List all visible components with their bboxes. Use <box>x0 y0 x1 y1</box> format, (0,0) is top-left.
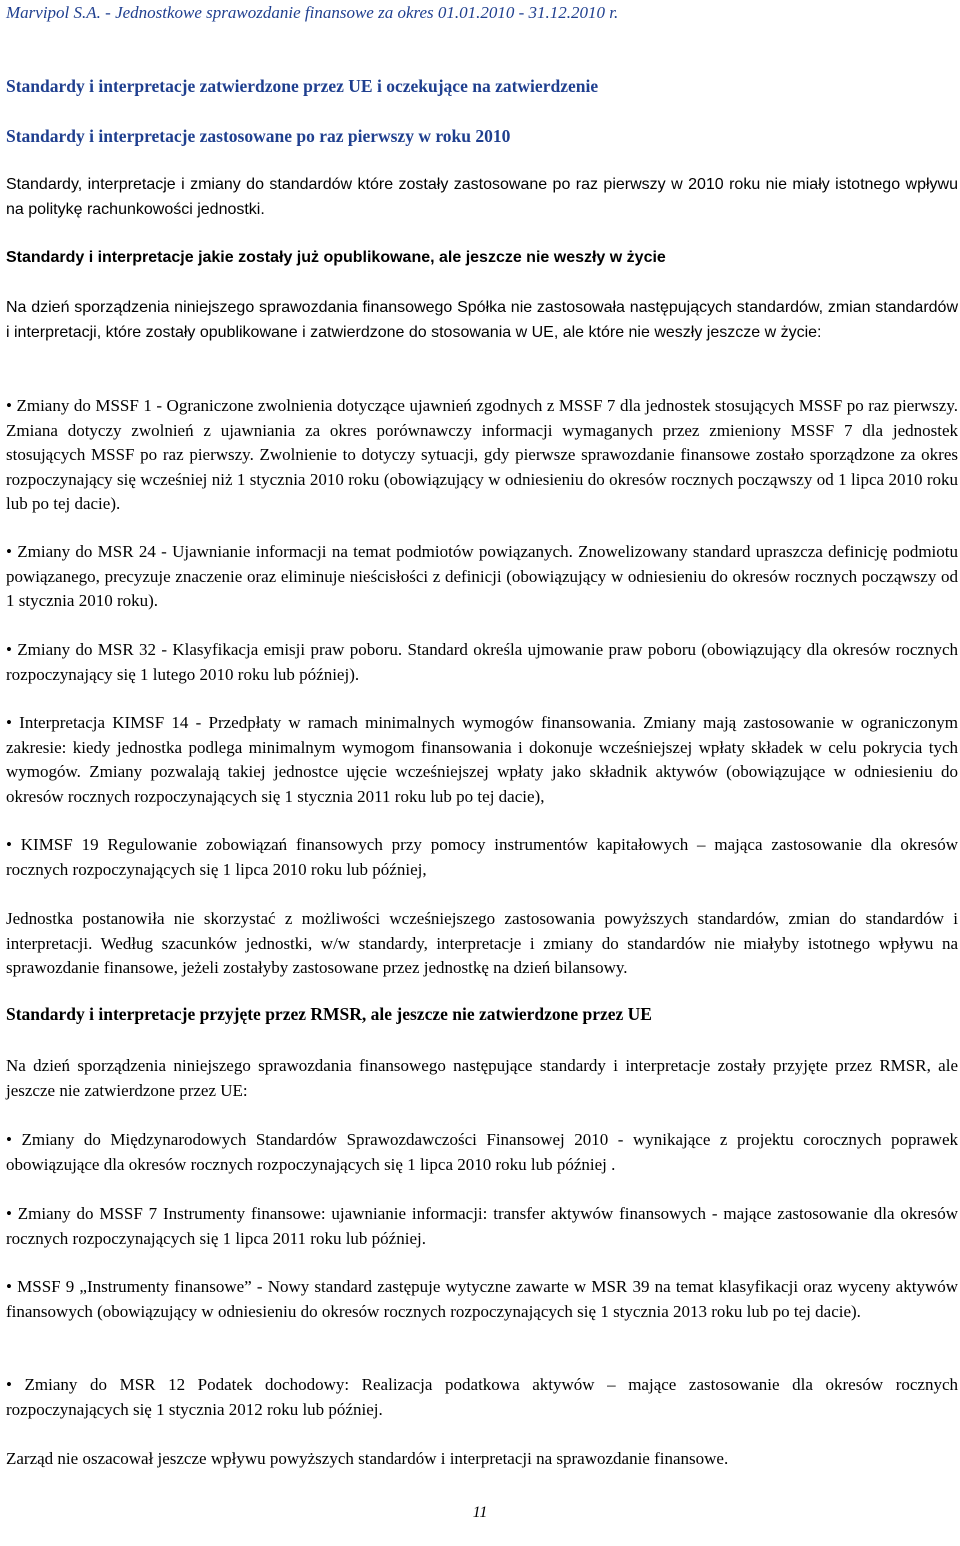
paragraph-first-time: Standardy, interpretacje i zmiany do standardów które zostały zastosowane po raz pierwszy w 2010 roku nie miały istotnego wpływu na politykę rachunkowości jednostki. <box>6 176 958 218</box>
list-item: • Zmiany do MSR 32 - Klasyfikacja emisji praw poboru. Standard określa ujmowanie praw poboru (obowiązujący dla okresów rocznych rozpoczynający się 1 lutego 2010 roku lub później). <box>6 640 958 684</box>
page-title: Standardy i interpretacje zatwierdzone przez UE i oczekujące na zatwierdzenie <box>6 76 599 96</box>
list-item: • Zmiany do MSSF 1 - Ograniczone zwolnienia dotyczące ujawnień zgodnych z MSSF 7 dla jednostek stosujących MSSF po raz pierwszy. Zmiana dotyczy zwolnień z ujawniania za okres porównawczy informacji wymaganych przez zmieniony MSSF 7 dla jednostek stosujących MSSF po raz pierwszy. Zwolnienie to dotyczy sytuacji, gdy pierwsze sprawozdanie finansowe zostało sporządzone za okres rozpoczynający się wcześniej niż 1 stycznia 2010 roku (obowiązujący w odniesieniu do okresów rocznych począwszy od 1 lipca 2010 roku lub po tej dacie). <box>6 396 958 513</box>
section-heading-first-time: Standardy i interpretacje zastosowane po raz pierwszy w roku 2010 <box>6 126 511 146</box>
document-header: Marvipol S.A. - Jednostkowe sprawozdanie finansowe za okres 01.01.2010 - 31.12.2010 r. <box>6 3 619 22</box>
paragraph-rmsr-closing: Zarząd nie oszacował jeszcze wpływu powyższych standardów i interpretacji na sprawozdanie finansowe. <box>6 1449 729 1468</box>
paragraph-published-closing: Jednostka postanowiła nie skorzystać z możliwości wcześniejszego zastosowania powyższych standardów, zmian do standardów i interpretacji. Według szacunków jednostki, w/w standardy, interpretacje i zmiany do standardów nie miałyby istotnego wpływu na sprawozdanie finansowe, jeżeli zostałyby zastosowane przez jednostkę na dzień bilansowy. <box>6 909 958 977</box>
paragraph-published-intro: Na dzień sporządzenia niniejszego sprawozdania finansowego Spółka nie zastosowała następujących standardów, zmian standardów i interpretacji, które zostały opublikowane i zatwierdzone do stosowania w UE, ale które nie weszły jeszcze w życie: <box>6 299 958 341</box>
list-item: • Interpretacja KIMSF 14 - Przedpłaty w ramach minimalnych wymogów finansowania. Zmiany mają zastosowanie w ograniczonym zakresie: kiedy jednostka podlega minimalnym wymogom finansowania i dokonuje wcześniejszej wpłaty składek w celu pokrycia tych wymogów. Zmiany pozwalają takiej jednostce ujęcie wcześniejszej wpłaty jako składnik aktywów (obowiązujące w odniesieniu do okresów rocznych rozpoczynających się 1 stycznia 2011 roku lub po tej dacie), <box>6 713 958 806</box>
list-item: • Zmiany do MSSF 7 Instrumenty finansowe: ujawnianie informacji: transfer aktywów finansowych - mające zastosowanie dla okresów rocznych rozpoczynających się 1 lipca 2011 roku lub później. <box>6 1204 958 1248</box>
list-item: • MSSF 9 „Instrumenty finansowe” - Nowy standard zastępuje wytyczne zawarte w MSR 39 na temat klasyfikacji oraz wyceny aktywów finansowych (obowiązujący w odniesieniu do okresów rocznych rozpoczynających się 1 stycznia 2013 roku lub po tej dacie). <box>6 1277 958 1321</box>
list-item: • KIMSF 19 Regulowanie zobowiązań finansowych przy pomocy instrumentów kapitałowych – mająca zastosowanie dla okresów rocznych rozpoczynających się 1 lipca 2010 roku lub później, <box>6 835 958 879</box>
list-item: • Zmiany do MSR 24 - Ujawnianie informacji na temat podmiotów powiązanych. Znowelizowany standard upraszcza definicję podmiotu powiązanego, precyzuje znaczenie oraz eliminuje nieścisłości z definicji (obowiązujący w odniesieniu do okresów rocznych począwszy od 1 stycznia 2010 roku). <box>6 542 958 610</box>
paragraph-rmsr-intro: Na dzień sporządzenia niniejszego sprawozdania finansowego następujące standardy i interpretacje zostały przyjęte przez RMSR, ale jeszcze nie zatwierdzone przez UE: <box>6 1056 958 1100</box>
list-item: • Zmiany do MSR 12 Podatek dochodowy: Realizacja podatkowa aktywów – mające zastosowanie dla okresów rocznych rozpoczynających się 1 stycznia 2012 roku lub później. <box>6 1375 958 1419</box>
section-heading-rmsr: Standardy i interpretacje przyjęte przez RMSR, ale jeszcze nie zatwierdzone przez UE <box>6 1004 652 1024</box>
list-item: • Zmiany do Międzynarodowych Standardów Sprawozdawczości Finansowej 2010 - wynikające z projektu corocznych poprawek obowiązujące dla okresów rocznych rozpoczynających się 1 lipca 2010 roku lub później . <box>6 1130 958 1174</box>
section-heading-published: Standardy i interpretacje jakie zostały już opublikowane, ale jeszcze nie weszły w życie <box>6 249 666 266</box>
page-number: 11 <box>472 1504 488 1521</box>
